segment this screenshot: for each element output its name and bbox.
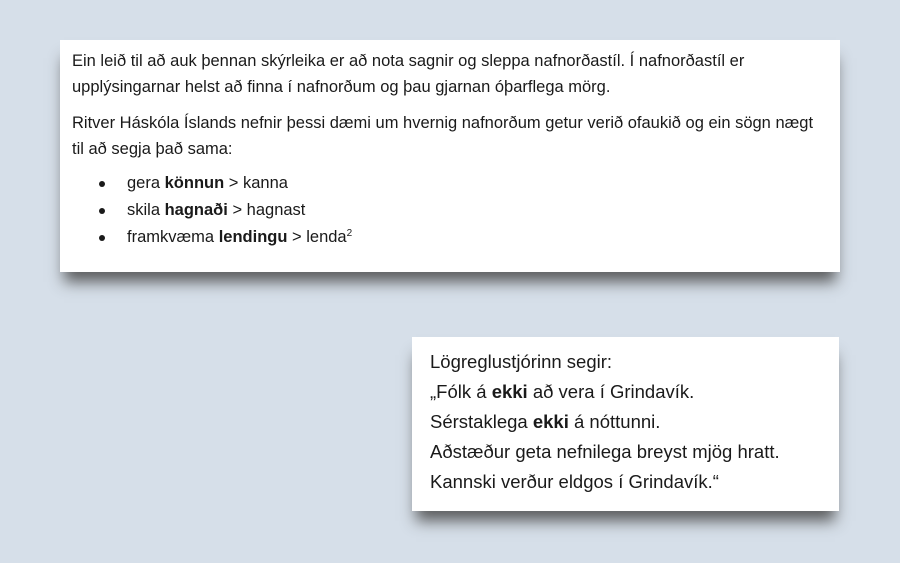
quote-card	[412, 337, 839, 511]
quote-line: Sérstaklega ekki á nóttunni.	[430, 411, 661, 432]
emphasis-word: ekki	[491, 381, 528, 402]
list-item: skila hagnaði > hagnast	[127, 197, 828, 224]
emphasis-word: ekki	[532, 411, 569, 432]
list-item: gera könnun > kanna	[127, 170, 828, 197]
quote-line: Kannski verður eldgos í Grindavík.“	[430, 471, 719, 492]
nominal-word: lendingu	[218, 228, 288, 246]
nominal-word: könnun	[164, 174, 225, 192]
explanation-card	[60, 40, 840, 272]
intro-paragraph: Ein leið til að auk þennan skýrleika er að nota sagnir og sleppa nafnorðastíl. Í nafnorðastíl er upplýsingarnar helst að finna í nafnorðum og þau gjarnan óþarflega mörg.	[72, 52, 745, 96]
quote-line: „Fólk á ekki að vera í Grindavík.	[430, 381, 695, 402]
quote-line: Aðstæður geta nefnilega breyst mjög hratt.	[430, 441, 780, 462]
nominal-word: hagnaði	[164, 201, 228, 219]
list-item: framkvæma lendingu > lenda$^2$	[127, 224, 828, 251]
footnote-marker: 2	[346, 228, 353, 239]
example-list	[72, 170, 828, 251]
quote-speaker: Lögreglustjórinn segir:	[430, 351, 613, 372]
example-intro-paragraph: Ritver Háskóla Íslands nefnir þessi dæmi um hvernig nafnorðum getur verið ofaukið og ein sögn nægt til að segja það sama:	[72, 114, 814, 158]
